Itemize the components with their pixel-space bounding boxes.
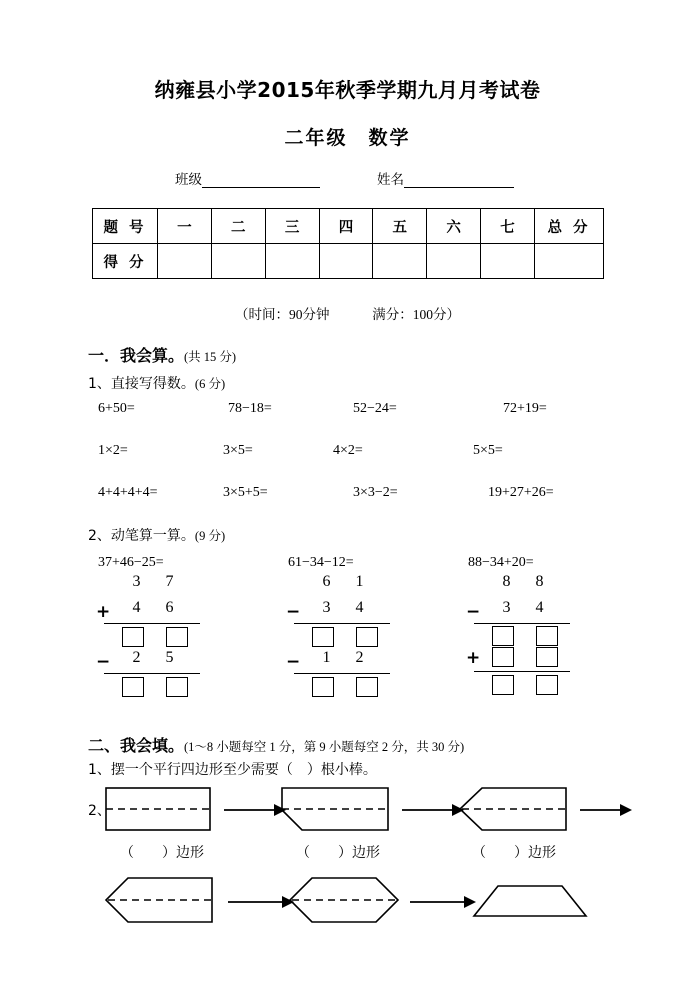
score-cell-4[interactable] [319, 244, 373, 279]
section-one-heading [88, 343, 236, 366]
problem-3-4: 19+27+26= [488, 485, 554, 500]
answer-box[interactable] [312, 677, 334, 697]
problem-1-4: 72+19= [503, 401, 547, 416]
vertical-digits-1 [120, 573, 186, 591]
col-header-1: 一 [158, 209, 212, 244]
vertical-line-1 [288, 573, 364, 599]
digit: 8 [502, 573, 511, 590]
name-blank[interactable] [404, 175, 514, 188]
answer-boxes-row-1 [288, 625, 354, 649]
vertical-expression-1: 37+46−25= [98, 555, 164, 570]
vertical-digits-2 [310, 599, 376, 617]
col-header-3: 三 [265, 209, 319, 244]
operator-minus: − [286, 652, 301, 672]
answer-boxes[interactable] [312, 677, 378, 697]
col-header-total: 总 分 [535, 209, 604, 244]
section-one-title: 一．我会算。 [88, 346, 185, 365]
problem-2-4: 5×5= [473, 443, 503, 458]
answer-boxes-row-2 [468, 673, 534, 697]
vertical-digits-1 [310, 573, 376, 591]
hexagon-shape [286, 876, 402, 928]
operator-plus: + [96, 602, 111, 622]
digit: 3 [132, 573, 141, 590]
digit: 1 [355, 573, 364, 590]
table-row-headers [93, 209, 604, 244]
exam-info-note [0, 303, 695, 323]
digit: 4 [535, 599, 544, 616]
subsection-two-heading [88, 525, 225, 545]
vertical-line-1 [468, 573, 544, 599]
operator-minus: − [466, 602, 481, 622]
vertical-line-1 [98, 573, 174, 599]
answer-box[interactable] [536, 675, 558, 695]
time-note: （时间：90分钟 [235, 307, 330, 322]
digit: 5 [165, 649, 174, 666]
rule [294, 623, 390, 624]
trapezoid-shape [470, 882, 590, 924]
operator-plus: + [466, 648, 481, 668]
problem-1-3: 52−24= [353, 401, 397, 416]
answer-box[interactable] [492, 626, 514, 646]
page-title: 纳雍县小学2015年秋季学期九月月考试卷 [154, 78, 541, 102]
vertical-digits-1 [490, 573, 556, 591]
shape-caption-1: （ ）边形 [120, 845, 204, 861]
score-cell-1[interactable] [158, 244, 212, 279]
vertical-line-3 [468, 647, 534, 673]
answer-boxes[interactable] [122, 677, 188, 697]
answer-box[interactable] [312, 627, 334, 647]
shape-caption-2: （ ）边形 [296, 845, 380, 861]
vertical-line-2 [96, 599, 174, 625]
rule [474, 623, 570, 624]
answer-box[interactable] [536, 626, 558, 646]
arrow-icon [224, 800, 286, 820]
col-header-2: 二 [211, 209, 265, 244]
digit: 6 [165, 599, 174, 616]
question-1-text: 1、摆一个平行四边形至少需要（ ）根小棒。 [88, 762, 377, 778]
answer-box[interactable] [356, 677, 378, 697]
full-marks-note: 满分：100分） [372, 307, 460, 322]
digit: 3 [322, 599, 331, 616]
vertical-digits-3 [120, 649, 186, 667]
problem-3-1: 4+4+4+4= [98, 485, 158, 500]
answer-box[interactable] [492, 675, 514, 695]
rule [104, 623, 200, 624]
digit: 2 [355, 649, 364, 666]
answer-box[interactable] [166, 627, 188, 647]
answer-boxes[interactable] [492, 647, 558, 667]
vertical-problem-2 [286, 555, 364, 699]
page-subtitle: 二年级 数学 [284, 127, 411, 149]
rule [474, 671, 570, 672]
rectangle-shape [104, 786, 214, 834]
digit: 7 [165, 573, 174, 590]
digit: 3 [502, 599, 511, 616]
vertical-line-2 [466, 599, 544, 625]
vertical-expression-3: 88−34+20= [468, 555, 534, 570]
answer-boxes[interactable] [122, 627, 188, 647]
subsection-one-title: 1、直接写得数。 [88, 376, 195, 392]
answer-box[interactable] [122, 677, 144, 697]
rule [294, 673, 390, 674]
arrow-icon [410, 892, 476, 912]
table-row-scores [93, 244, 604, 279]
answer-boxes-row-1 [98, 625, 164, 649]
answer-box[interactable] [492, 647, 514, 667]
answer-boxes[interactable] [492, 626, 558, 646]
operator-minus: − [286, 602, 301, 622]
class-label: 班级 [175, 172, 202, 187]
vertical-line-3 [96, 649, 174, 675]
arrow-icon [580, 800, 632, 820]
answer-box[interactable] [166, 677, 188, 697]
score-cell-2[interactable] [211, 244, 265, 279]
answer-box[interactable] [122, 627, 144, 647]
problem-2-1: 1×2= [98, 443, 128, 458]
vertical-digits-2 [120, 599, 186, 617]
vertical-digits-3 [310, 649, 376, 667]
row-label-question-number: 题 号 [93, 209, 158, 244]
answer-boxes-row-2 [288, 675, 354, 699]
answer-boxes-row-1 [468, 625, 534, 647]
score-table [92, 208, 604, 279]
problem-1-1: 6+50= [98, 401, 135, 416]
problem-2-2: 3×5= [223, 443, 253, 458]
student-info-row [175, 168, 575, 188]
section-two-points: (1～8 小题每空 1 分，第 9 小题每空 2 分，共 30 分) [184, 740, 465, 754]
operator-minus: − [96, 652, 111, 672]
problem-3-2: 3×5+5= [223, 485, 268, 500]
class-field[interactable] [175, 168, 320, 188]
answer-boxes-row-2 [98, 675, 164, 699]
name-field[interactable] [377, 168, 514, 188]
class-blank[interactable] [202, 175, 320, 188]
pentagon-shape [104, 876, 216, 928]
arrow-icon [402, 800, 464, 820]
section-two-title: 二、我会填。 [88, 736, 185, 755]
score-cell-total[interactable] [535, 244, 604, 279]
col-header-5: 五 [373, 209, 427, 244]
vertical-line-3 [286, 649, 364, 675]
vertical-problem-3 [466, 555, 544, 697]
col-header-4: 四 [319, 209, 373, 244]
row-label-score: 得 分 [93, 244, 158, 279]
problem-2-3: 4×2= [333, 443, 363, 458]
subsection-one-points: (6 分) [194, 377, 226, 391]
digit: 4 [355, 599, 364, 616]
score-cell-7[interactable] [481, 244, 535, 279]
vertical-problem-1 [96, 555, 174, 699]
subsection-one-heading [88, 373, 225, 393]
question-2-number: 2、 [88, 803, 111, 819]
answer-boxes[interactable] [492, 675, 558, 695]
digit: 4 [132, 599, 141, 616]
vertical-line-2 [286, 599, 364, 625]
score-cell-6[interactable] [427, 244, 481, 279]
score-cell-5[interactable] [373, 244, 427, 279]
answer-box[interactable] [536, 647, 558, 667]
cut-corner-shape [280, 786, 392, 834]
notched-arrow-shape [458, 786, 570, 834]
shape-caption-3: （ ）边形 [472, 845, 556, 861]
section-one-points: (共 15 分) [184, 350, 237, 364]
problem-1-2: 78−18= [228, 401, 272, 416]
col-header-7: 七 [481, 209, 535, 244]
arrow-icon [228, 892, 294, 912]
digit: 2 [132, 649, 141, 666]
answer-box[interactable] [356, 627, 378, 647]
name-label: 姓名 [377, 172, 404, 187]
digit: 8 [535, 573, 544, 590]
digit: 6 [322, 573, 331, 590]
subsection-two-points: (9 分) [194, 529, 226, 543]
col-header-6: 六 [427, 209, 481, 244]
digit: 1 [322, 649, 331, 666]
vertical-expression-2: 61−34−12= [288, 555, 354, 570]
problem-3-3: 3×3−2= [353, 485, 398, 500]
rule [104, 673, 200, 674]
answer-boxes[interactable] [312, 627, 378, 647]
score-cell-3[interactable] [265, 244, 319, 279]
subsection-two-title: 2、动笔算一算。 [88, 528, 195, 544]
vertical-digits-2 [490, 599, 556, 617]
section-two-heading [88, 733, 464, 756]
